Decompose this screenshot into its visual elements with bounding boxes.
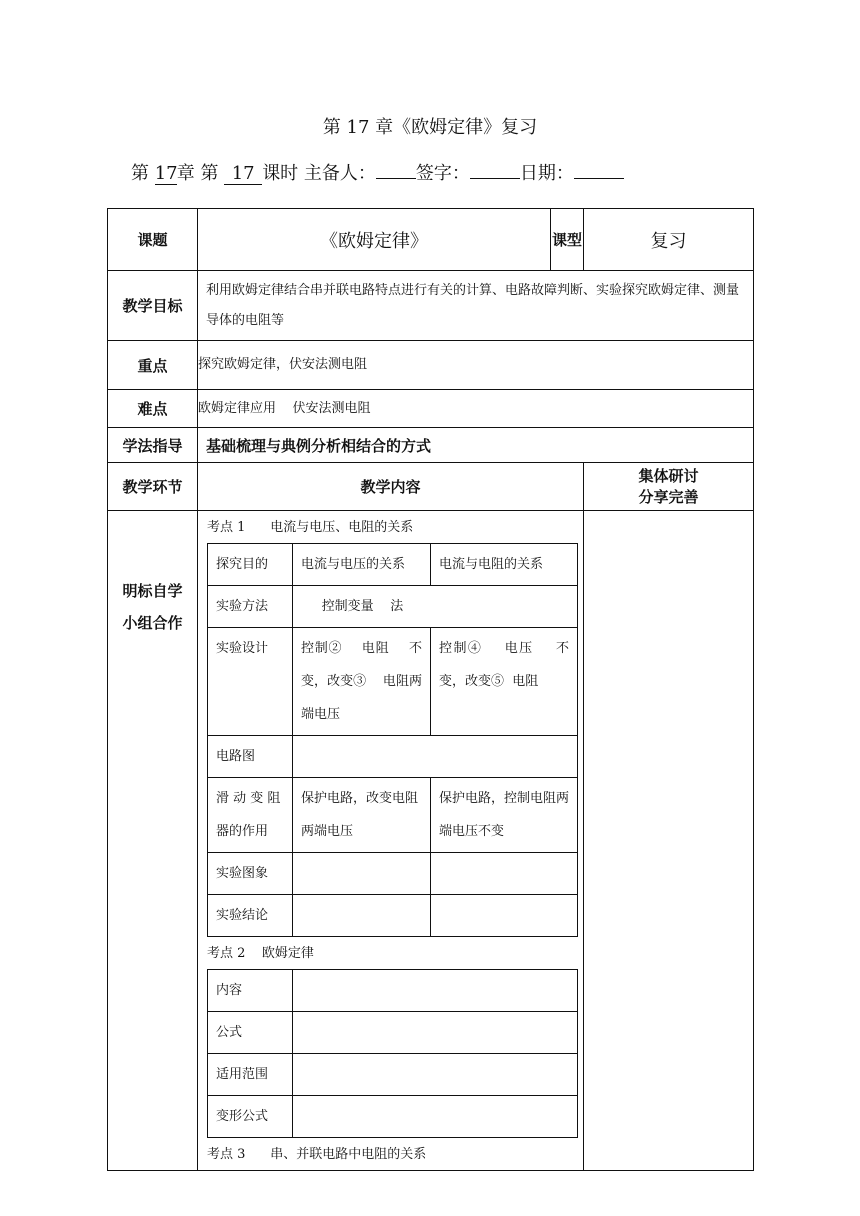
kd2-row-formula: [208, 1012, 578, 1054]
section-label: [108, 511, 198, 1171]
header-text-preparer: 课时 主备人：: [262, 163, 376, 184]
lesson-number: 17: [224, 164, 262, 185]
kd2-table: [207, 969, 578, 1138]
kd1-method-value: 控制变量 法: [293, 586, 578, 628]
main-content-row: [108, 511, 754, 1171]
key-point-label: 重点: [108, 341, 198, 390]
collective-label-line-1: 集体研讨: [638, 466, 699, 485]
kd1-design-resistance: 控制④ 电压 不变，改变⑤ 电阻: [431, 628, 578, 736]
kd1-label-circuit: 电路图: [208, 736, 293, 778]
kd2-label-scope: 适用范围: [208, 1054, 293, 1096]
difficulty-label: 难点: [108, 390, 198, 428]
kd2-label-content: 内容: [208, 970, 293, 1012]
kd1-row-design: [208, 628, 578, 736]
preparer-blank: [376, 178, 416, 179]
kd1-label-purpose: 探究目的: [208, 544, 293, 586]
kd2-row-content: [208, 970, 578, 1012]
chapter-number: 17: [154, 163, 178, 184]
kd1-row-method: [208, 586, 578, 628]
kd1-row-graph: [208, 853, 578, 895]
content-label: 教学内容: [198, 463, 584, 511]
collective-label-line-2: 分享完善: [638, 487, 699, 506]
kd1-purpose-resistance: 电流与电阻的关系: [431, 544, 578, 586]
kd1-design-voltage: 控制② 电阻 不变，改变③ 电阻两端电压: [293, 628, 431, 736]
goal-value: 利用欧姆定律结合串并联电路特点进行有关的计算、电路故障判断、实验探究欧姆定律、测量导体的电阻等: [198, 271, 754, 341]
kd1-conclusion-voltage: [293, 895, 431, 937]
kd1-purpose-voltage: 电流与电压的关系: [293, 544, 431, 586]
lesson-header-line: [131, 159, 624, 185]
kd1-row-purpose: [208, 544, 578, 586]
lesson-plan-table: [107, 208, 754, 1171]
teaching-content-cell: [198, 511, 584, 1171]
column-header-row: [108, 463, 754, 511]
key-point-value: 探究欧姆定律，伏安法测电阻: [198, 341, 754, 390]
kd3-title: 考点 3 串、并联电路中电阻的关系: [207, 1147, 427, 1162]
kd1-row-conclusion: [208, 895, 578, 937]
method-label: 学法指导: [108, 428, 198, 463]
method-value: 基础梳理与典例分析相结合的方式: [198, 428, 754, 463]
kd1-table: [207, 543, 578, 937]
stage-label: 教学环节: [108, 463, 198, 511]
kd1-label-rheostat: 滑 动 变 阻器的作用: [208, 778, 293, 853]
kd1-graph-resistance: [431, 853, 578, 895]
collective-notes-cell: [584, 511, 754, 1171]
topic-label: 课题: [108, 209, 198, 271]
key-point-row: [108, 341, 754, 390]
kd2-value-variant: [293, 1096, 578, 1138]
method-row: [108, 428, 754, 463]
kd1-rheostat-voltage: 保护电路，改变电阻两端电压: [293, 778, 431, 853]
kd1-graph-voltage: [293, 853, 431, 895]
goal-row: [108, 271, 754, 341]
header-text-signature: 签字：: [415, 163, 470, 184]
kd1-conclusion-resistance: [431, 895, 578, 937]
header-text-date: 日期：: [519, 163, 574, 184]
kd2-title: 考点 2 欧姆定律: [207, 946, 314, 961]
type-label: 课型: [551, 209, 584, 271]
kd1-circuit-value: [293, 736, 578, 778]
kd1-label-conclusion: 实验结论: [208, 895, 293, 937]
signature-blank: [470, 178, 520, 179]
kd1-label-design: 实验设计: [208, 628, 293, 736]
kd1-rheostat-resistance: 保护电路，控制电阻两端电压不变: [431, 778, 578, 853]
difficulty-value: 欧姆定律应用 伏安法测电阻: [198, 390, 754, 428]
kd2-value-content: [293, 970, 578, 1012]
header-prefix: 第: [131, 163, 155, 184]
kd1-row-circuit: [208, 736, 578, 778]
kd2-row-variant: [208, 1096, 578, 1138]
kd1-label-graph: 实验图象: [208, 853, 293, 895]
section-label-line-1: 明标自学: [122, 582, 183, 600]
kd1-row-rheostat: [208, 778, 578, 853]
kd2-label-formula: 公式: [208, 1012, 293, 1054]
document-title: 第 17 章《欧姆定律》复习: [322, 117, 538, 138]
kd2-row-scope: [208, 1054, 578, 1096]
header-text-lesson: 章 第: [176, 163, 225, 184]
type-value: 复习: [584, 209, 754, 271]
section-label-line-2: 小组合作: [122, 614, 183, 632]
collective-label: [584, 463, 754, 511]
kd1-label-method: 实验方法: [208, 586, 293, 628]
difficulty-row: [108, 390, 754, 428]
goal-label: 教学目标: [108, 271, 198, 341]
topic-value: 《欧姆定律》: [198, 209, 551, 271]
kd2-label-variant: 变形公式: [208, 1096, 293, 1138]
kd1-title: 考点 1 电流与电压、电阻的关系: [207, 520, 414, 535]
kd2-value-scope: [293, 1054, 578, 1096]
topic-row: [108, 209, 754, 271]
date-blank: [574, 178, 624, 179]
kd2-value-formula: [293, 1012, 578, 1054]
